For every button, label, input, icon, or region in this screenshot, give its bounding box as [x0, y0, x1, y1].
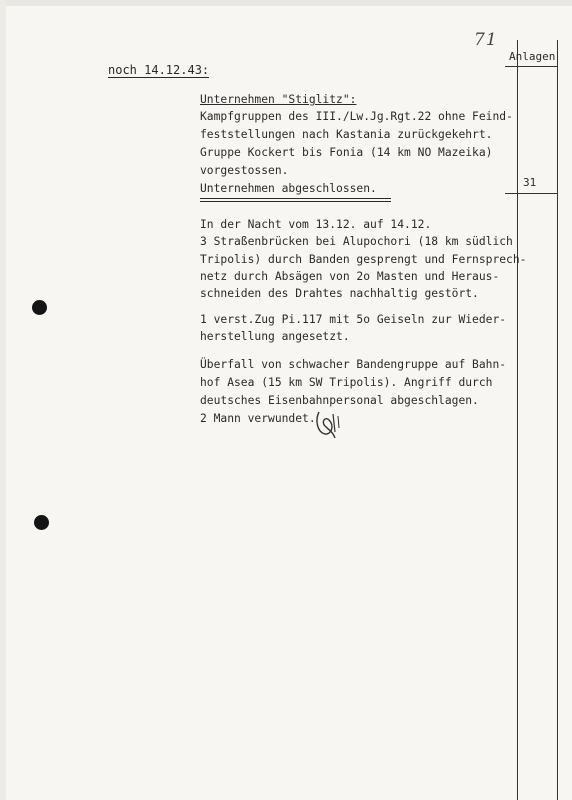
text-line: Kampfgruppen des III./Lw.Jg.Rgt.22 ohne Feind- — [200, 110, 513, 123]
text-line: 3 Straßenbrücken bei Alupochori (18 km südlich — [200, 235, 513, 248]
margin-ref-rule — [505, 193, 557, 194]
text-line: Überfall von schwacher Bandengruppe auf Bahn- — [200, 358, 507, 371]
page-top-edge — [0, 0, 572, 6]
text-line: hof Asea (15 km SW Tripolis). Angriff durch — [200, 376, 493, 389]
text-line: deutsches Eisenbahnpersonal abgeschlagen. — [200, 394, 479, 407]
page-number: 71 — [474, 30, 498, 50]
text-line: Tripolis) durch Banden gesprengt und Fernsprech- — [200, 253, 527, 266]
handwritten-initials-icon — [313, 408, 343, 442]
text-line: netz durch Absägen von 2o Masten und Heraus- — [200, 270, 500, 283]
section-title: Unternehmen "Stiglitz": — [200, 93, 357, 106]
margin-header-rule — [505, 66, 557, 67]
text-line: feststellungen nach Kastania zurückgekehrt. — [200, 128, 493, 141]
punch-hole-icon — [32, 300, 47, 315]
text-line: Unternehmen abgeschlossen. — [200, 182, 377, 195]
text-line: herstellung angesetzt. — [200, 330, 350, 343]
date-heading: noch 14.12.43: — [108, 63, 210, 77]
double-underline — [200, 198, 391, 202]
punch-hole-icon — [34, 515, 49, 530]
page-left-edge — [0, 0, 6, 800]
margin-header-anlagen: Anlagen — [509, 50, 556, 63]
margin-reference-number: 31 — [523, 176, 537, 189]
text-line: Gruppe Kockert bis Fonia (14 km NO Mazeika) — [200, 146, 493, 159]
margin-rule-right — [557, 40, 558, 800]
text-line: 2 Mann verwundet. — [200, 412, 316, 425]
text-line: In der Nacht vom 13.12. auf 14.12. — [200, 218, 432, 231]
text-line: vorgestossen. — [200, 164, 289, 177]
text-line: 1 verst.Zug Pi.117 mit 5o Geiseln zur Wieder- — [200, 313, 507, 326]
margin-rule-left — [517, 40, 518, 800]
text-line: schneiden des Drahtes nachhaltig gestört. — [200, 287, 479, 300]
